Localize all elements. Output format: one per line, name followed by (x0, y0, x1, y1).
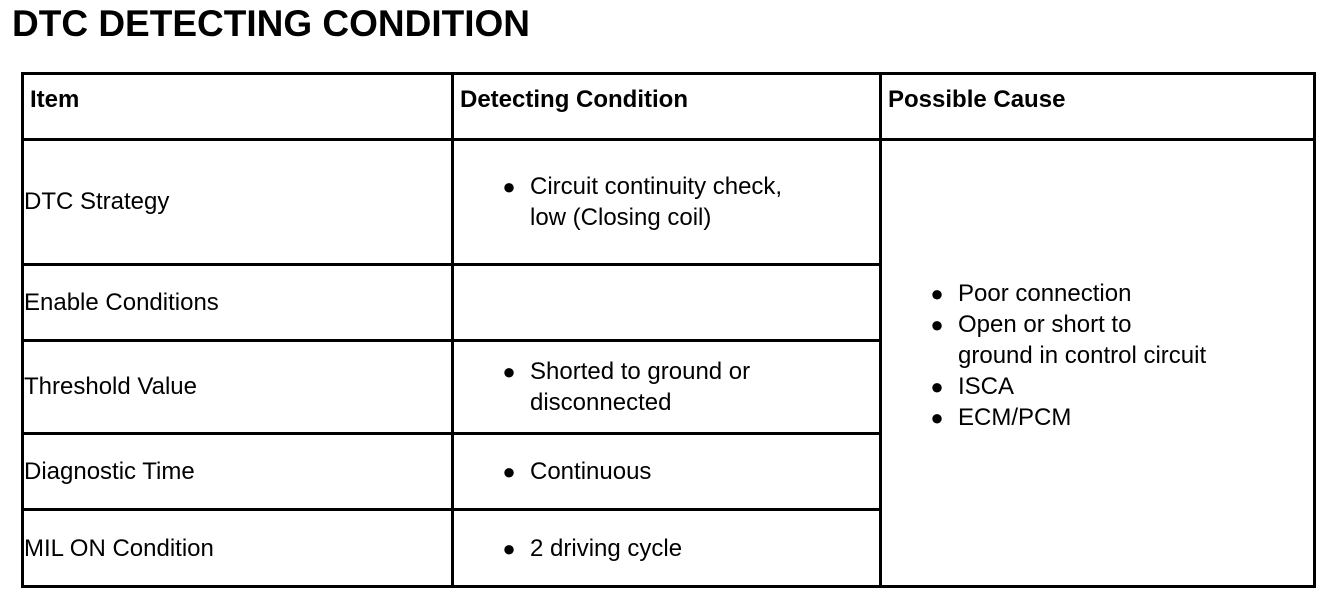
condition-bullet-item (502, 171, 790, 233)
page-title: DTC DETECTING CONDITION (12, 3, 530, 44)
item-diagnostic-time: Diagnostic Time (23, 433, 453, 510)
item-threshold-value: Threshold Value (23, 341, 453, 434)
cause-text: ECM/PCM (958, 403, 1072, 431)
condition-threshold-value (453, 341, 881, 434)
possible-cause-cell (881, 140, 1315, 587)
cause-text: Open or short to ground in control circuit (958, 310, 1207, 369)
table-header-row (23, 74, 1315, 140)
cause-text: Poor connection (958, 279, 1132, 307)
condition-mil-on-condition (453, 510, 881, 587)
condition-bullet-item (502, 533, 790, 564)
bullet-icon: ● (502, 459, 516, 485)
condition-text: Circuit continuity check, low (Closing coil) (530, 172, 783, 231)
cause-bullet-item (930, 309, 1208, 371)
cause-bullet-item (930, 278, 1208, 309)
bullet-icon: ● (502, 358, 516, 384)
header-possible-cause: Possible Cause (881, 74, 1315, 140)
condition-bullet-item (502, 456, 790, 487)
condition-text: 2 driving cycle (530, 534, 683, 562)
bullet-icon: ● (930, 311, 944, 337)
dtc-condition-table (21, 72, 1316, 588)
bullet-icon: ● (930, 404, 944, 430)
item-enable-conditions: Enable Conditions (23, 264, 453, 341)
item-mil-on-condition: MIL ON Condition (23, 510, 453, 587)
bullet-icon: ● (502, 173, 516, 199)
bullet-icon: ● (930, 280, 944, 306)
cause-text: ISCA (958, 372, 1015, 400)
cause-bullet-item (930, 402, 1208, 433)
header-detecting-condition: Detecting Condition (453, 74, 881, 140)
condition-text: Shorted to ground or disconnected (530, 357, 751, 416)
table-row-dtc-strategy (23, 140, 1315, 265)
condition-dtc-strategy (453, 140, 881, 265)
bullet-icon: ● (502, 535, 516, 561)
header-item: Item (23, 74, 453, 140)
cause-bullet-item (930, 371, 1208, 402)
item-dtc-strategy: DTC Strategy (23, 140, 453, 265)
bullet-icon: ● (930, 373, 944, 399)
condition-enable-conditions (453, 264, 881, 341)
condition-bullet-item (502, 356, 790, 418)
condition-text: Continuous (530, 458, 652, 486)
condition-diagnostic-time (453, 433, 881, 510)
